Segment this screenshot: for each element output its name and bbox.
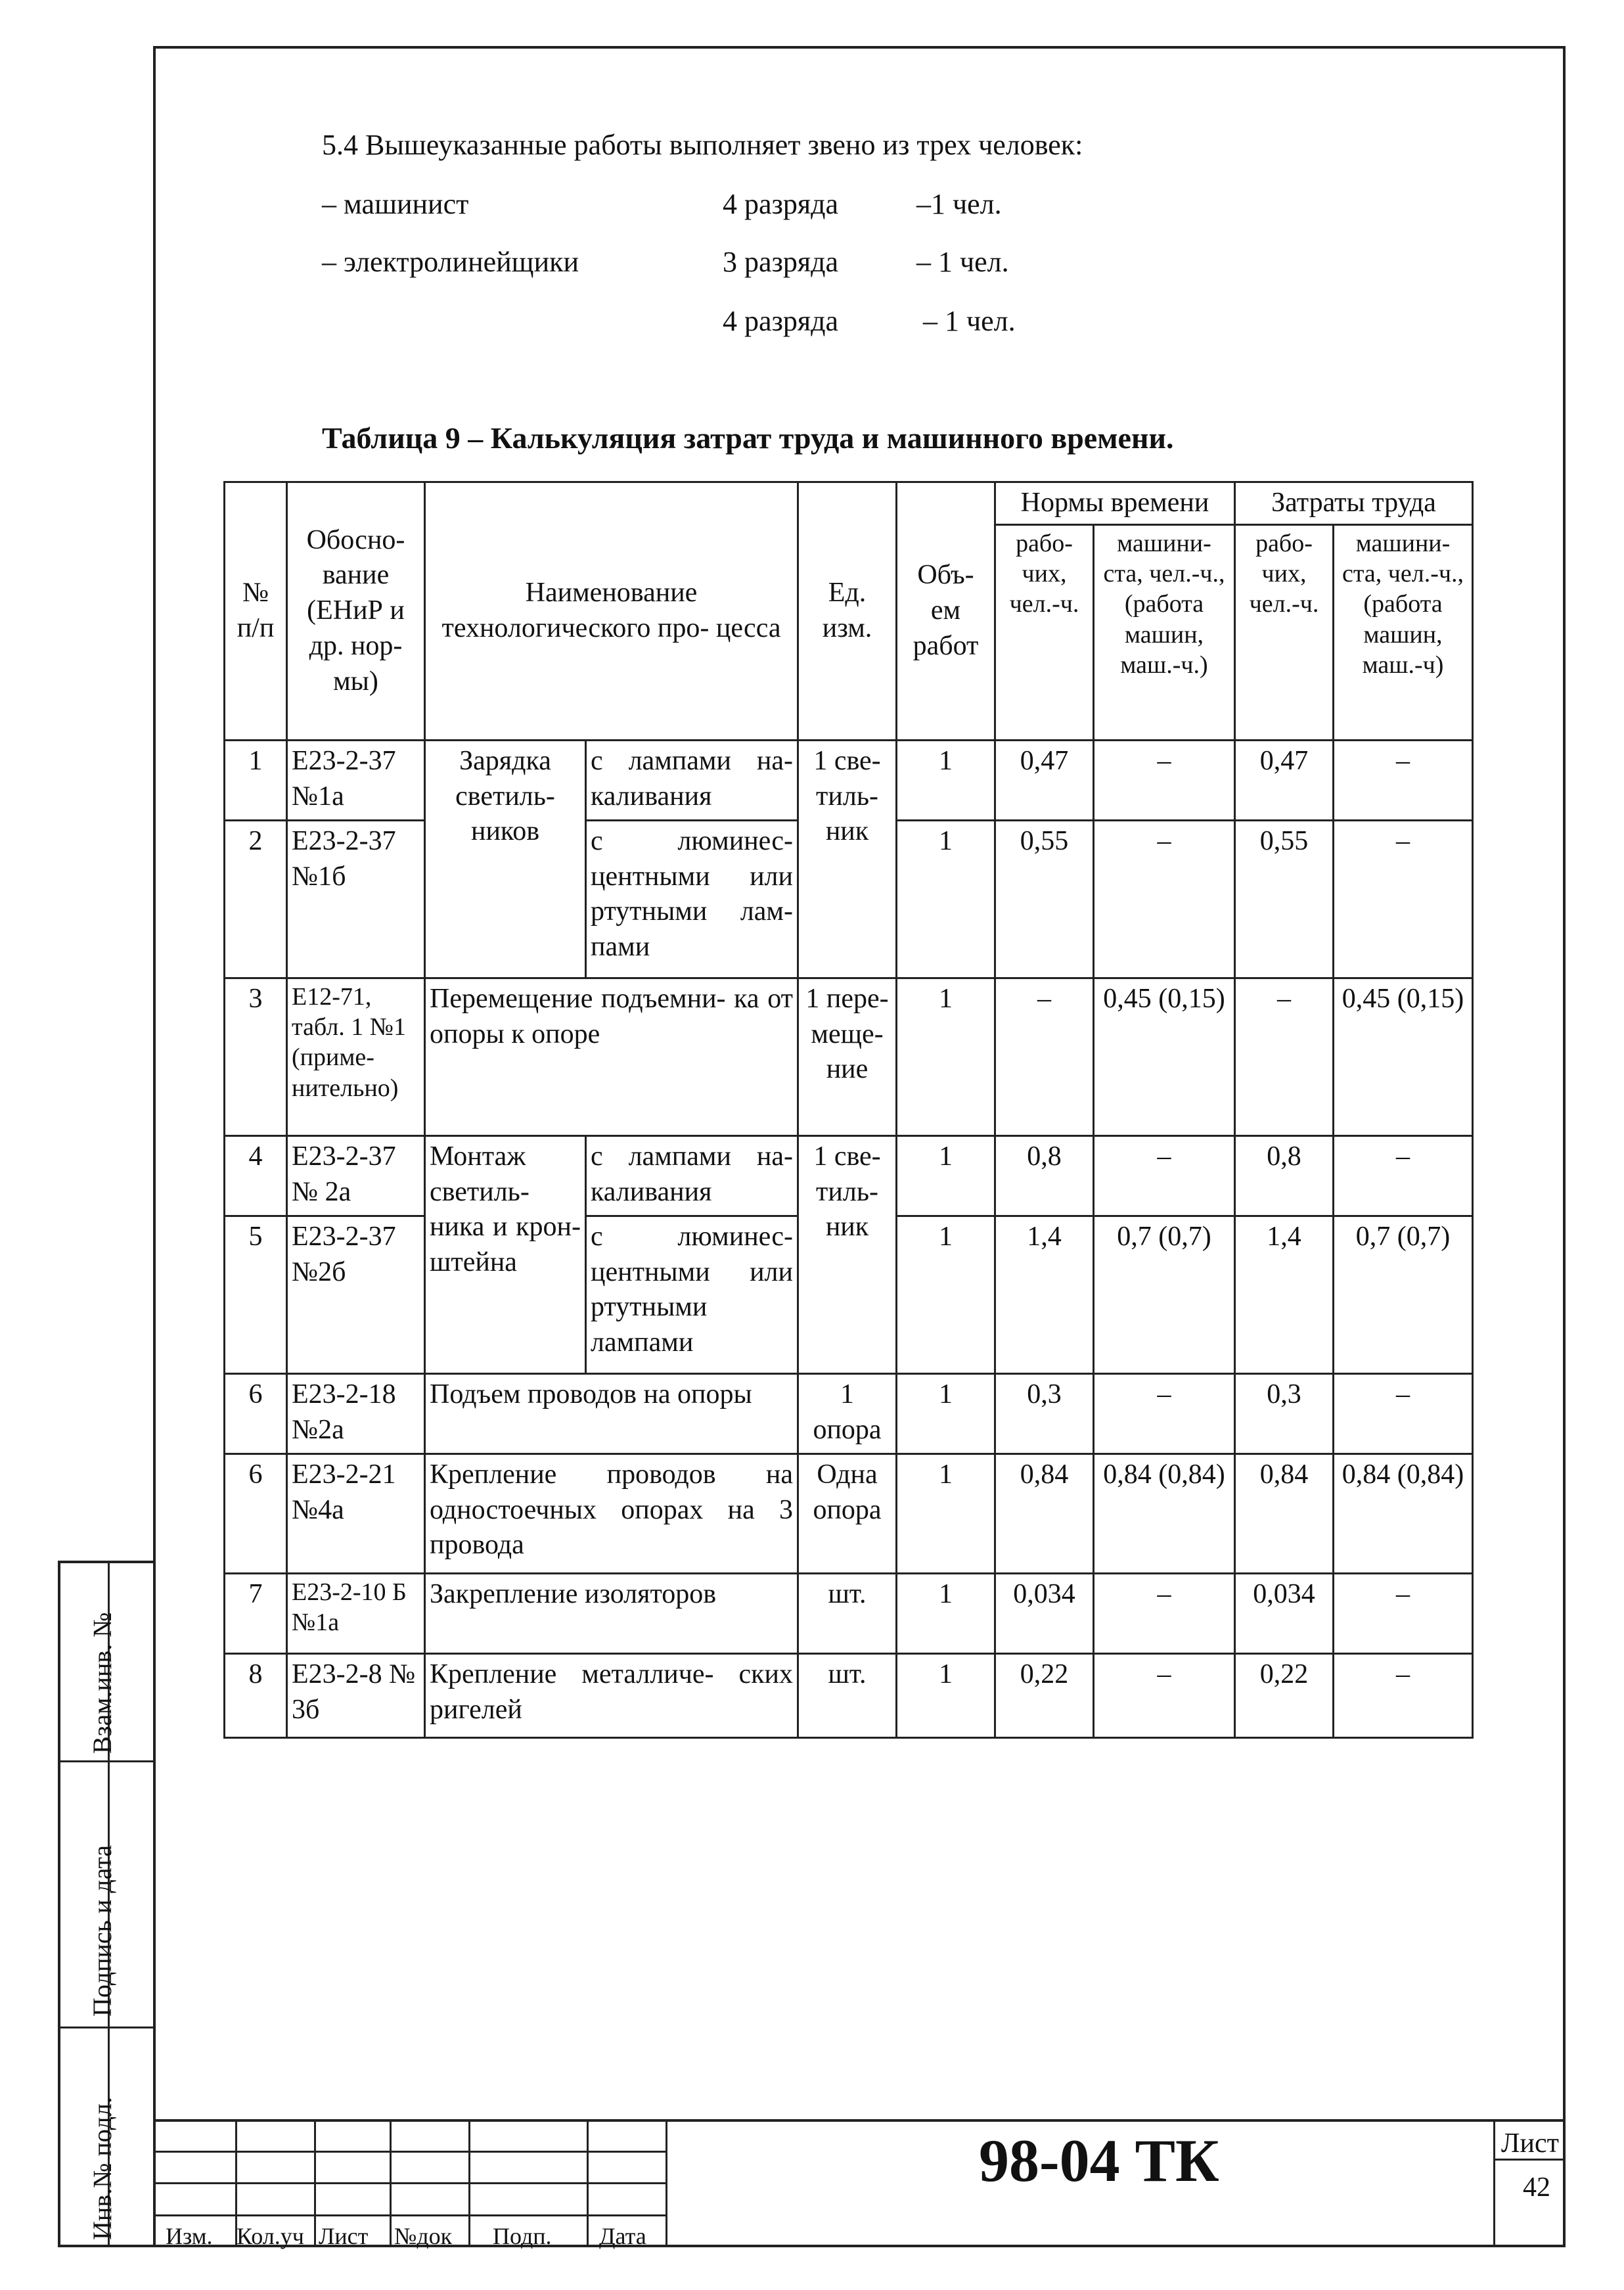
cell-norm-workers: 0,47 <box>995 740 1094 820</box>
cell-cost-machinist: – <box>1334 1135 1473 1216</box>
cell-num: 2 <box>225 820 287 978</box>
cell-volume: 1 <box>897 1653 995 1737</box>
cell-num: 3 <box>225 978 287 1135</box>
cell-norm-workers: 1,4 <box>995 1216 1094 1373</box>
cell-group: Монтаж светиль- ника и крон- штейна <box>425 1135 586 1373</box>
header-cost-workers: рабо- чих, чел.-ч. <box>1235 524 1334 740</box>
cell-cost-workers: 0,22 <box>1235 1653 1334 1737</box>
intro-role: – электролинейщики <box>322 246 579 278</box>
title-block-line <box>665 2119 667 2247</box>
cell-cost-machinist: – <box>1334 740 1473 820</box>
table-row <box>225 1373 1473 1454</box>
cell-basis: Е23-2-18 №2а <box>287 1373 425 1454</box>
cell-volume: 1 <box>897 1216 995 1373</box>
header-volume: Объ- ем работ <box>897 482 995 741</box>
cell-volume: 1 <box>897 820 995 978</box>
header-name: Наименование технологического про- цесса <box>425 482 798 741</box>
header-basis: Обосно- вание (ЕНиР и др. нор- мы) <box>287 482 425 741</box>
cell-name: Закрепление изоляторов <box>425 1573 798 1653</box>
cell-unit: 1 пере- меще- ние <box>798 978 897 1135</box>
title-block-line <box>1493 2119 1495 2247</box>
cell-sub: с лампами на- каливания <box>586 740 798 820</box>
cell-norm-machinist: – <box>1094 1135 1235 1216</box>
intro-line: 5.4 Вышеуказанные работы выполняет звено из трех человек: <box>322 129 1083 161</box>
cell-unit: шт. <box>798 1573 897 1653</box>
cell-volume: 1 <box>897 1373 995 1454</box>
sheet-label: Лист <box>1501 2128 1559 2159</box>
cell-name: Перемещение подъемни- ка от опоры к опоре <box>425 978 798 1135</box>
header-norm-workers: рабо- чих, чел.-ч. <box>995 524 1094 740</box>
cell-name: Подъем проводов на опоры <box>425 1373 798 1454</box>
cell-basis: Е12-71, табл. 1 №1 (приме- нительно) <box>287 978 425 1135</box>
table-row <box>225 978 1473 1135</box>
cell-norm-machinist: – <box>1094 820 1235 978</box>
cell-basis: Е23-2-37 № 2а <box>287 1135 425 1216</box>
cell-cost-machinist: – <box>1334 1373 1473 1454</box>
cell-volume: 1 <box>897 1135 995 1216</box>
title-block-line <box>153 2214 665 2216</box>
cell-norm-machinist: – <box>1094 1373 1235 1454</box>
cell-norm-workers: 0,22 <box>995 1653 1094 1737</box>
cell-sub: с люминес- центными или ртутными лампами <box>586 1216 798 1373</box>
intro-count: – 1 чел. <box>923 305 1016 337</box>
cell-volume: 1 <box>897 1573 995 1653</box>
side-stamp-row-line <box>60 1760 156 1762</box>
cell-num: 7 <box>225 1573 287 1653</box>
title-block-line <box>153 2119 1566 2122</box>
inv-podl-label: Инв.№ подл. <box>87 2097 117 2240</box>
table-row <box>225 1573 1473 1653</box>
cell-cost-workers: – <box>1235 978 1334 1135</box>
cell-name: Крепление проводов на одностоечных опорах на 3 провода <box>425 1454 798 1573</box>
cell-norm-workers: 0,8 <box>995 1135 1094 1216</box>
intro-count: –1 чел. <box>916 188 1002 220</box>
col-doc: №док <box>394 2223 453 2249</box>
cell-basis: Е23-2-21 №4а <box>287 1454 425 1573</box>
sheet-number: 42 <box>1523 2172 1550 2203</box>
cell-volume: 1 <box>897 1454 995 1573</box>
cell-cost-workers: 0,84 <box>1235 1454 1334 1573</box>
side-stamp-row-line <box>60 2027 156 2028</box>
cell-cost-workers: 1,4 <box>1235 1216 1334 1373</box>
cell-num: 1 <box>225 740 287 820</box>
title-block-line <box>587 2119 589 2247</box>
header-unit: Ед. изм. <box>798 482 897 741</box>
cell-cost-machinist: 0,84 (0,84) <box>1334 1454 1473 1573</box>
cell-cost-machinist: 0,7 (0,7) <box>1334 1216 1473 1373</box>
cell-unit: шт. <box>798 1653 897 1737</box>
col-izm: Изм. <box>166 2223 213 2249</box>
cell-norm-workers: – <box>995 978 1094 1135</box>
intro-count: – 1 чел. <box>916 246 1009 278</box>
cell-norm-machinist: – <box>1094 740 1235 820</box>
cell-sub: с люминес- центными или ртутными лам- пами <box>586 820 798 978</box>
table-row <box>225 1135 1473 1216</box>
cell-cost-workers: 0,55 <box>1235 820 1334 978</box>
document-number: 98-04 ТК <box>979 2127 1219 2194</box>
cell-cost-machinist: – <box>1334 1653 1473 1737</box>
cell-num: 4 <box>225 1135 287 1216</box>
cell-unit: Одна опора <box>798 1454 897 1573</box>
cell-norm-machinist: 0,84 (0,84) <box>1094 1454 1235 1573</box>
cell-norm-workers: 0,55 <box>995 820 1094 978</box>
intro-grade: 3 разряда <box>723 246 839 278</box>
cell-num: 6 <box>225 1454 287 1573</box>
header-costs: Затраты труда <box>1235 482 1473 525</box>
cell-norm-workers: 0,3 <box>995 1373 1094 1454</box>
intro-grade: 4 разряда <box>723 188 839 220</box>
cell-unit: 1 све- тиль- ник <box>798 740 897 978</box>
header-num: № п/п <box>225 482 287 741</box>
intro-role: – машинист <box>322 188 469 220</box>
header-norms: Нормы времени <box>995 482 1235 525</box>
intro-grade: 4 разряда <box>723 305 839 337</box>
cell-cost-machinist: – <box>1334 820 1473 978</box>
cell-cost-workers: 0,47 <box>1235 740 1334 820</box>
cell-unit: 1 опора <box>798 1373 897 1454</box>
cell-basis: Е23-2-37 №1б <box>287 820 425 978</box>
table-caption: Таблица 9 – Калькуляция затрат труда и машинного времени. <box>322 421 1174 455</box>
cell-norm-machinist: 0,45 (0,15) <box>1094 978 1235 1135</box>
title-block-line <box>153 2182 665 2184</box>
cell-basis: Е23-2-10 Б №1а <box>287 1573 425 1653</box>
cell-cost-workers: 0,8 <box>1235 1135 1334 1216</box>
col-podp: Подп. <box>493 2223 552 2249</box>
title-block-line <box>468 2119 470 2247</box>
col-kol-uch: Кол.уч <box>237 2223 304 2249</box>
title-block-line <box>314 2119 316 2247</box>
cell-volume: 1 <box>897 740 995 820</box>
cell-basis: Е23-2-37 №1а <box>287 740 425 820</box>
cell-cost-workers: 0,3 <box>1235 1373 1334 1454</box>
cell-norm-workers: 0,034 <box>995 1573 1094 1653</box>
col-date: Дата <box>599 2223 646 2249</box>
cell-num: 5 <box>225 1216 287 1373</box>
cell-unit: 1 све- тиль- ник <box>798 1135 897 1373</box>
cell-norm-machinist: – <box>1094 1573 1235 1653</box>
title-block-line <box>153 2151 665 2153</box>
signature-date-label: Подпись и дата <box>87 1844 117 2017</box>
cell-volume: 1 <box>897 978 995 1135</box>
cell-num: 8 <box>225 1653 287 1737</box>
cell-cost-workers: 0,034 <box>1235 1573 1334 1653</box>
labor-cost-table <box>223 481 1474 1739</box>
cell-cost-machinist: – <box>1334 1573 1473 1653</box>
cell-norm-workers: 0,84 <box>995 1454 1094 1573</box>
header-norm-machinist: машини- ста, чел.-ч., (работа машин, маш.-ч.) <box>1094 524 1235 740</box>
cell-sub: с лампами на- каливания <box>586 1135 798 1216</box>
vzam-inv-label: Взам.инв. № <box>87 1612 117 1754</box>
cell-num: 6 <box>225 1373 287 1454</box>
cell-group: Зарядка светиль- ников <box>425 740 586 978</box>
cell-norm-machinist: – <box>1094 1653 1235 1737</box>
cell-name: Крепление металличе- ских ригелей <box>425 1653 798 1737</box>
table-row <box>225 1653 1473 1737</box>
col-list: Лист <box>319 2223 369 2249</box>
table-row <box>225 740 1473 820</box>
cell-cost-machinist: 0,45 (0,15) <box>1334 978 1473 1135</box>
side-stamp <box>58 1561 156 2247</box>
cell-basis: Е23-2-8 № 3б <box>287 1653 425 1737</box>
header-cost-machinist: машини- ста, чел.-ч., (работа машин, маш.-ч) <box>1334 524 1473 740</box>
title-block-line <box>390 2119 392 2247</box>
cell-norm-machinist: 0,7 (0,7) <box>1094 1216 1235 1373</box>
cell-basis: Е23-2-37 №2б <box>287 1216 425 1373</box>
table-row <box>225 1454 1473 1573</box>
